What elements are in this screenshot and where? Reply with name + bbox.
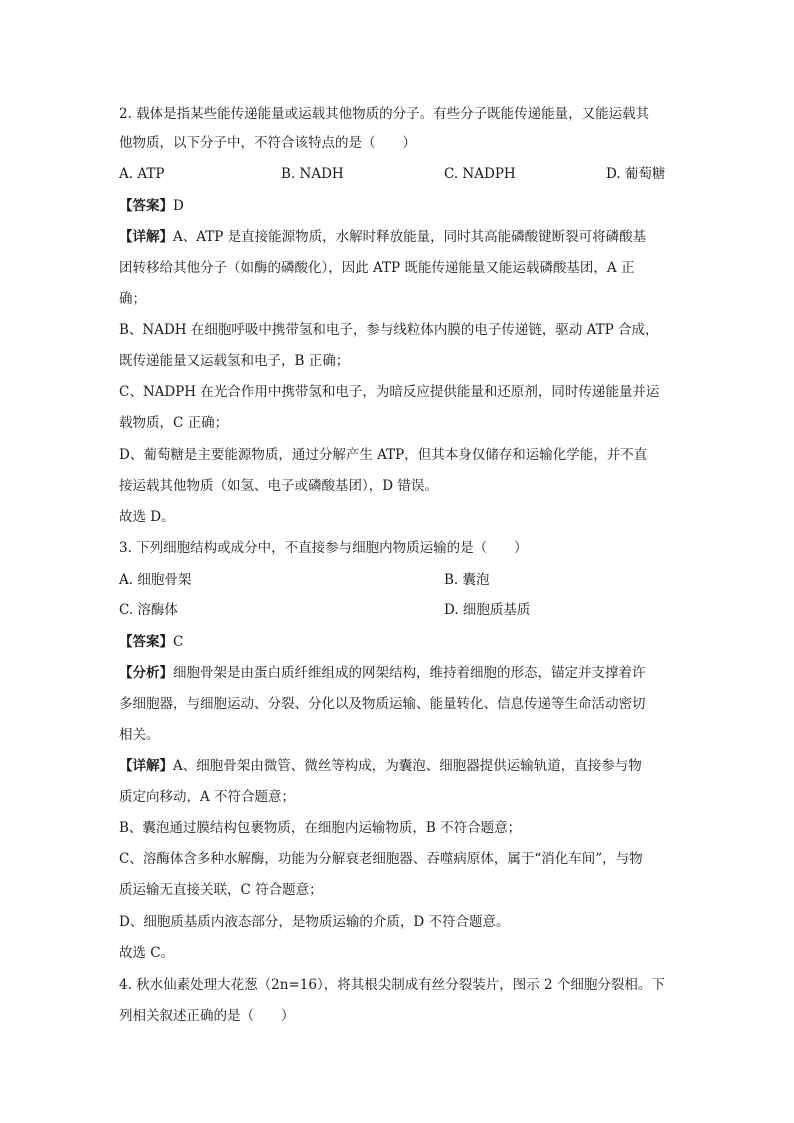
q2-option-d: D. 葡萄糖: [606, 166, 666, 182]
q3-detail-line1: [119, 756, 679, 776]
q2-answer-label: 【答案】: [119, 198, 173, 214]
q3-answer: [119, 632, 679, 652]
q3-conclusion: 故选 C。: [119, 945, 175, 961]
q2-detail-line1: [119, 227, 679, 247]
q2-detail-line8: D、葡萄糖是主要能源物质，通过分解产生 ATP，但其本身仅储存和运输化学能，并不直: [119, 447, 648, 463]
q2-stem-line2: 他物质，以下分子中，不符合该特点的是（ ）: [119, 135, 416, 151]
q2-conclusion: 故选 D。: [119, 509, 175, 525]
q3-option-a: A. 细胞骨架: [119, 572, 192, 588]
q3-analysis-label: 【分析】: [119, 665, 173, 681]
q2-detail-line7: 载物质，C 正确；: [119, 415, 229, 431]
q3-option-d: D. 细胞质基质: [444, 602, 531, 618]
q2-detail-label: 【详解】: [119, 229, 173, 245]
q2-option-a: A. ATP: [119, 166, 165, 182]
q2-detail-line4: B、NADH 在细胞呼吸中携带氢和电子，参与线粒体内膜的电子传递链，驱动 ATP 合成，: [119, 322, 659, 338]
q3-detail-line5: 质运输无直接关联，C 符合题意；: [119, 882, 323, 898]
q3-analysis-line2: 多细胞器，与细胞运动、分裂、分化以及物质运输、能量转化、信息传递等生命活动密切: [119, 696, 646, 712]
q3-option-b: B. 囊泡: [444, 572, 490, 588]
q3-detail-text1: A、细胞骨架由微管、微丝等构成，为囊泡、细胞器提供运输轨道，直接参与物: [173, 758, 642, 774]
q3-analysis-line1: [119, 663, 679, 683]
q4-stem-line2: 列相关叙述正确的是（ ）: [119, 1008, 295, 1024]
q2-detail-text1: A、ATP 是直接能源物质，水解时释放能量，同时其高能磷酸键断裂可将磷酸基: [173, 229, 647, 245]
q2-detail-line2: 团转移给其他分子（如酶的磷酸化），因此 ATP 既能传递能量又能运载磷酸基团，A 正: [119, 260, 635, 276]
q2-answer-value: D: [173, 198, 184, 214]
q2-detail-line5: 既传递能量又运载氢和电子，B 正确；: [119, 353, 350, 369]
q3-analysis-text1: 细胞骨架是由蛋白质纤维组成的网架结构，维持着细胞的形态，锚定并支撑着许: [173, 665, 646, 681]
q3-detail-line2: 质定向移动，A 不符合题意；: [119, 789, 296, 805]
q3-detail-label: 【详解】: [119, 758, 173, 774]
q2-answer: [119, 196, 679, 216]
q3-option-c: C. 溶酶体: [119, 602, 178, 618]
q3-detail-line3: B、囊泡通过膜结构包裹物质，在细胞内运输物质，B 不符合题意；: [119, 820, 522, 836]
q3-answer-value: C: [173, 634, 184, 650]
q2-detail-line6: C、NADPH 在光合作用中携带氢和电子，为暗反应提供能量和还原剂，同时传递能量并运: [119, 384, 660, 400]
q3-detail-line6: D、细胞质基质内液态部分，是物质运输的介质，D 不符合题意。: [119, 914, 510, 930]
q2-detail-line3: 确；: [119, 291, 146, 307]
q2-option-b: B. NADH: [281, 166, 344, 182]
q2-detail-line9: 接运载其他物质（如氢、电子或磷酸基团），D 错误。: [119, 478, 438, 494]
q2-stem-line1: 2. 载体是指某些能传递能量或运载其他物质的分子。有些分子既能传递能量，又能运载其: [119, 106, 650, 122]
q3-analysis-line3: 相关。: [119, 727, 160, 743]
q3-stem: 3. 下列细胞结构或成分中，不直接参与细胞内物质运输的是（ ）: [119, 540, 528, 556]
q3-detail-line4: C、溶酶体含多种水解酶，功能为分解衰老细胞器、吞噬病原体，属于“消化车间”，与物: [119, 851, 643, 867]
q2-option-c: C. NADPH: [444, 166, 516, 182]
q3-answer-label: 【答案】: [119, 634, 173, 650]
q4-stem-line1: 4. 秋水仙素处理大花葱（2n=16），将其根尖制成有丝分裂装片，图示 2 个细胞分裂相。下: [119, 977, 665, 993]
